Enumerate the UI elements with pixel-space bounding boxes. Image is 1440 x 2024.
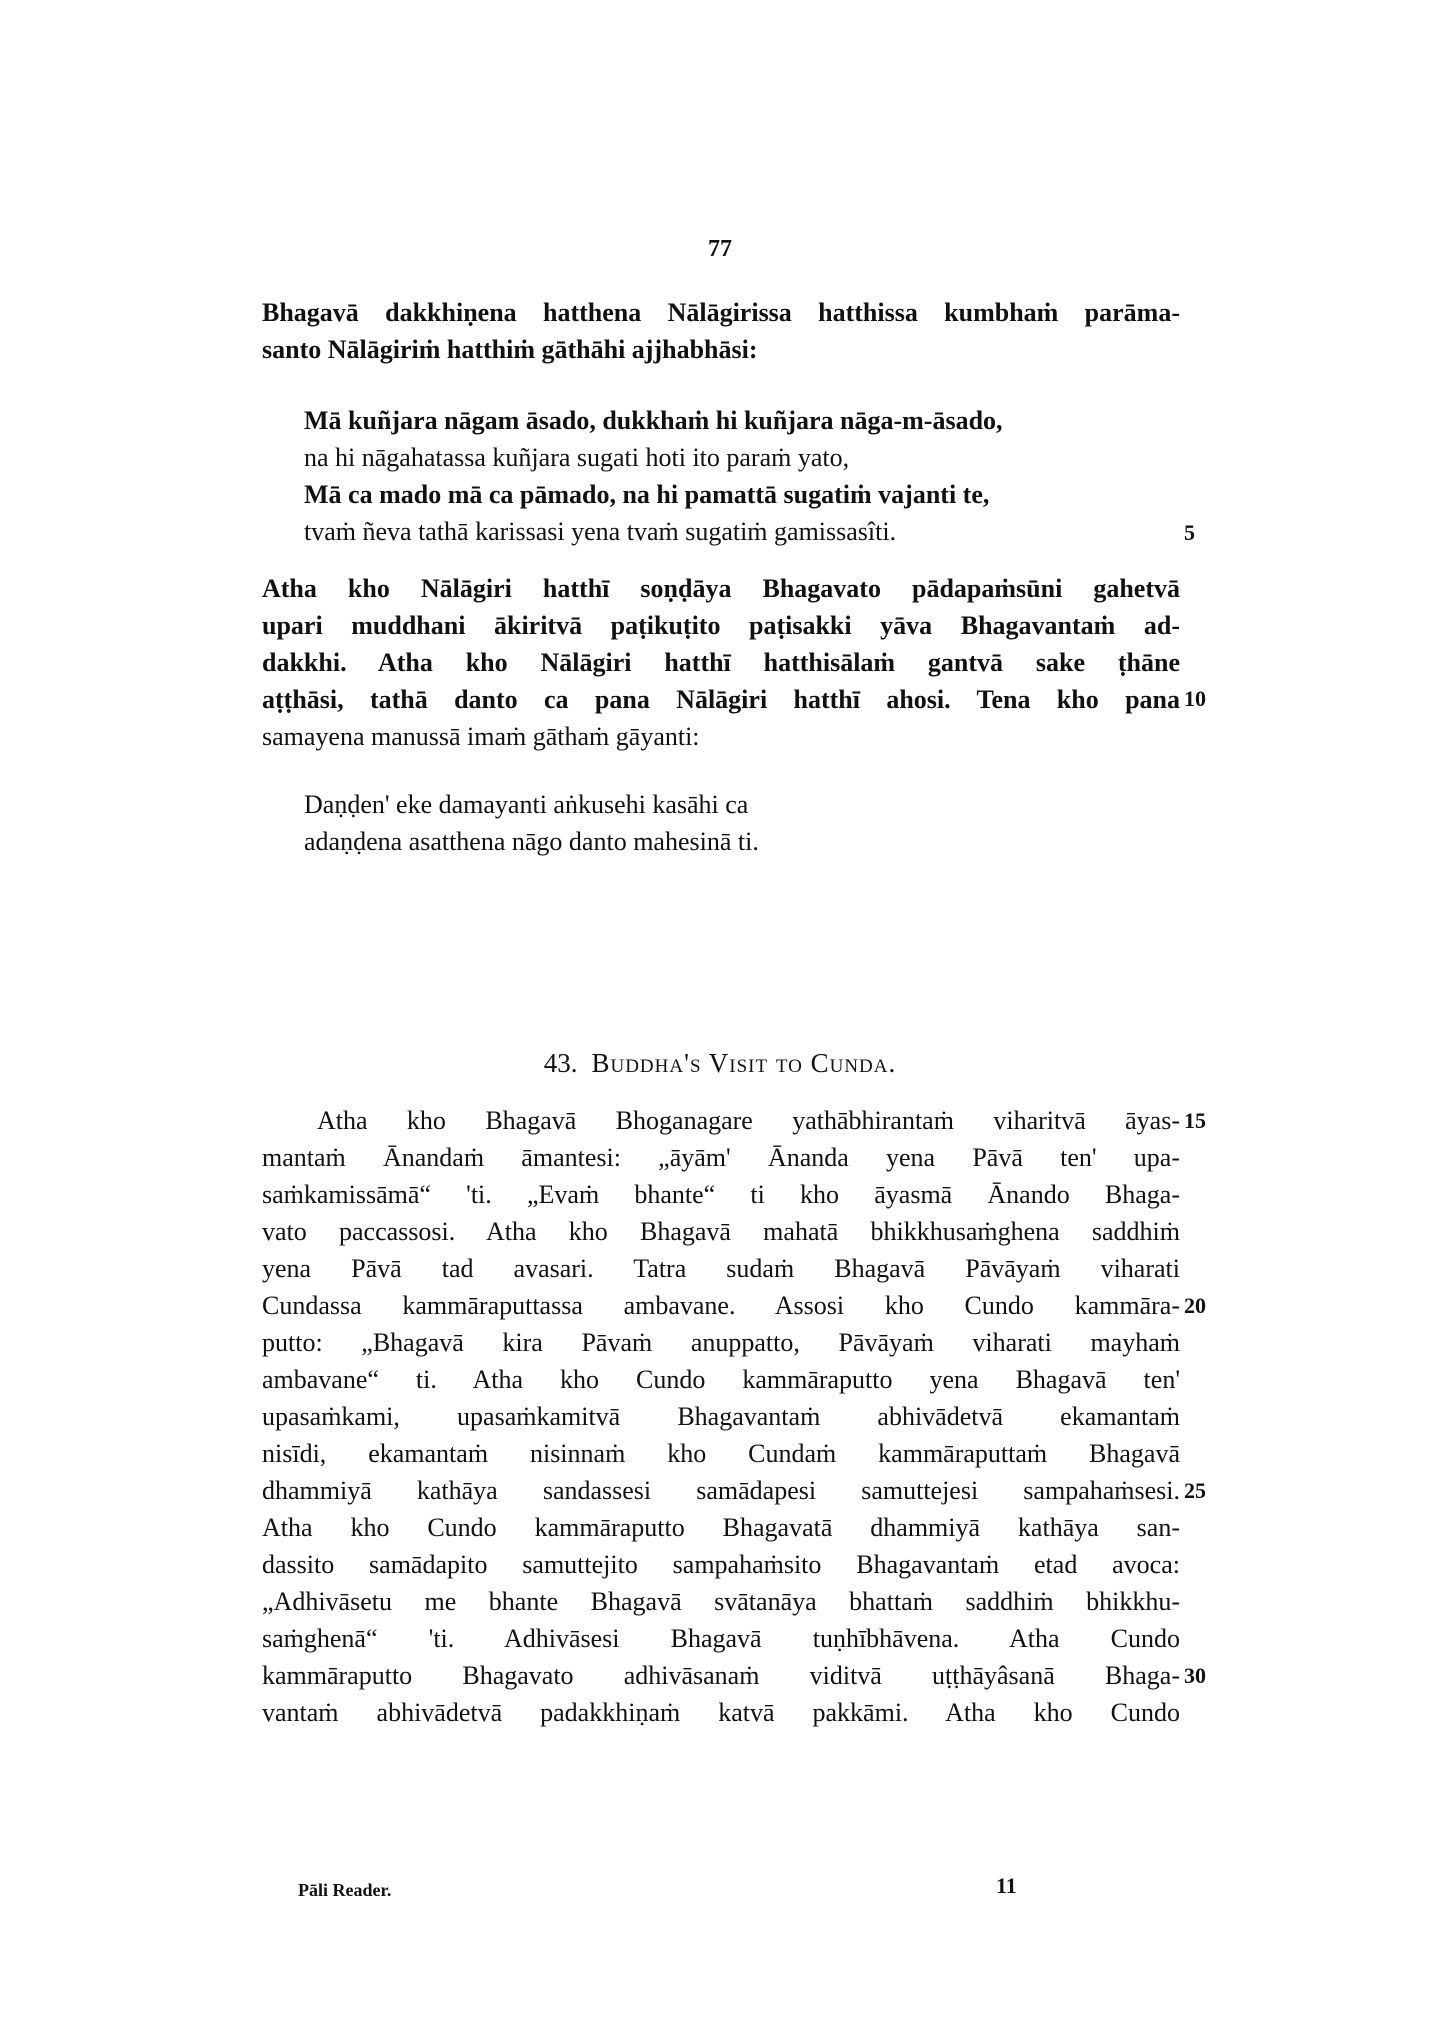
section-title: Buddha's Visit to Cunda. <box>591 1048 897 1078</box>
text-line: dakkhi. Atha kho Nālāgiri hatthī hatthisālaṁ gantvā sake ṭhāne <box>262 648 1180 677</box>
intro-paragraph <box>262 294 1180 368</box>
verse-line: tvaṁ ñeva tathā karissasi yena tvaṁ sugatiṁ gamissasîti. <box>304 517 897 546</box>
text-line: santo Nālāgiriṁ hatthiṁ gāthāhi ajjhabhāsi: <box>262 335 758 364</box>
text-line: Bhagavā dakkhiṇena hatthena Nālāgirissa hatthissa kumbhaṁ parāma- <box>262 298 1180 327</box>
text-line: upasaṁkami, upasaṁkamitvā Bhagavantaṁ abhivādetvā ekamantaṁ <box>262 1402 1180 1431</box>
text-line: aṭṭhāsi, tathā danto ca pana Nālāgiri hatthī ahosi. Tena kho pana <box>262 685 1180 714</box>
text-line: yena Pāvā tad avasari. Tatra sudaṁ Bhagavā Pāvāyaṁ viharati <box>262 1254 1180 1283</box>
verse-line: na hi nāgahatassa kuñjara sugati hoti ito paraṁ yato, <box>304 443 850 472</box>
margin-line-number: 20 <box>1184 1293 1206 1318</box>
text-line: nisīdi, ekamantaṁ nisinnaṁ kho Cundaṁ kammāraputtaṁ Bhagavā <box>262 1439 1180 1468</box>
section-number: 43. <box>543 1048 578 1078</box>
footer-title: Pāli Reader. <box>298 1880 392 1900</box>
text-line: saṁkamissāmā“ 'ti. „Evaṁ bhante“ ti kho āyasmā Ānando Bhaga- <box>262 1180 1180 1209</box>
text-line: dhammiyā kathāya sandassesi samādapesi samuttejesi sampahaṁsesi. <box>262 1476 1180 1505</box>
paragraph-cunda <box>262 1102 1180 1731</box>
text-line: kammāraputto Bhagavato adhivāsanaṁ viditvā uṭṭhāyâsanā Bhaga- <box>262 1661 1180 1690</box>
section-heading <box>0 1048 1440 1079</box>
paragraph-nalagiri <box>262 570 1180 755</box>
text-line: mantaṁ Ānandaṁ āmantesi: „āyām' Ānanda yena Pāvā ten' upa- <box>262 1143 1180 1172</box>
margin-line-number: 10 <box>1184 686 1206 711</box>
verse-line: Mā kuñjara nāgam āsado, dukkhaṁ hi kuñjara nāga-m-āsado, <box>304 406 1003 435</box>
text-line: saṁghenā“ 'ti. Adhivāsesi Bhagavā tuṇhībhāvena. Atha Cundo <box>262 1624 1180 1653</box>
signature-mark: 11 <box>996 1873 1017 1898</box>
margin-line-number: 15 <box>1184 1108 1206 1133</box>
text-line: dassito samādapito samuttejito sampahaṁsito Bhagavantaṁ etad avoca: <box>262 1550 1180 1579</box>
text-line: Atha kho Nālāgiri hatthī soṇḍāya Bhagavato pādapaṁsūni gahetvā <box>262 574 1180 603</box>
margin-line-number: 5 <box>1184 520 1195 545</box>
verse-line: Daṇḍen' eke damayanti aṅkusehi kasāhi ca <box>304 790 749 819</box>
text-line: vantaṁ abhivādetvā padakkhiṇaṁ katvā pakkāmi. Atha kho Cundo <box>262 1698 1180 1727</box>
text-line: ambavane“ ti. Atha kho Cundo kammāraputto yena Bhagavā ten' <box>262 1365 1180 1394</box>
text-line: upari muddhani ākiritvā paṭikuṭito paṭisakki yāva Bhagavantaṁ ad- <box>262 611 1180 640</box>
verse-line: Mā ca mado mā ca pāmado, na hi pamattā sugatiṁ vajanti te, <box>304 480 990 509</box>
text-line: Cundassa kammāraputtassa ambavane. Assosi kho Cundo kammāra- <box>262 1291 1180 1320</box>
text-line: Atha kho Cundo kammāraputto Bhagavatā dhammiyā kathāya san- <box>262 1513 1180 1542</box>
page-number: 77 <box>708 236 732 262</box>
verse-block-2 <box>304 786 1154 860</box>
text-line: „Adhivāsetu me bhante Bhagavā svātanāya bhattaṁ saddhiṁ bhikkhu- <box>262 1587 1180 1616</box>
verse-line: adaṇḍena asatthena nāgo danto mahesinā ti. <box>304 827 759 856</box>
text-line: Atha kho Bhagavā Bhoganagare yathābhirantaṁ viharitvā āyas- <box>317 1106 1180 1135</box>
text-line: vato paccassosi. Atha kho Bhagavā mahatā bhikkhusaṁghena saddhiṁ <box>262 1217 1180 1246</box>
text-line: putto: „Bhagavā kira Pāvaṁ anuppatto, Pāvāyaṁ viharati mayhaṁ <box>262 1328 1180 1357</box>
verse-block-1 <box>304 402 1154 550</box>
text-line: samayena manussā imaṁ gāthaṁ gāyanti: <box>262 722 700 751</box>
margin-line-number: 30 <box>1184 1663 1206 1688</box>
margin-line-number: 25 <box>1184 1478 1206 1503</box>
